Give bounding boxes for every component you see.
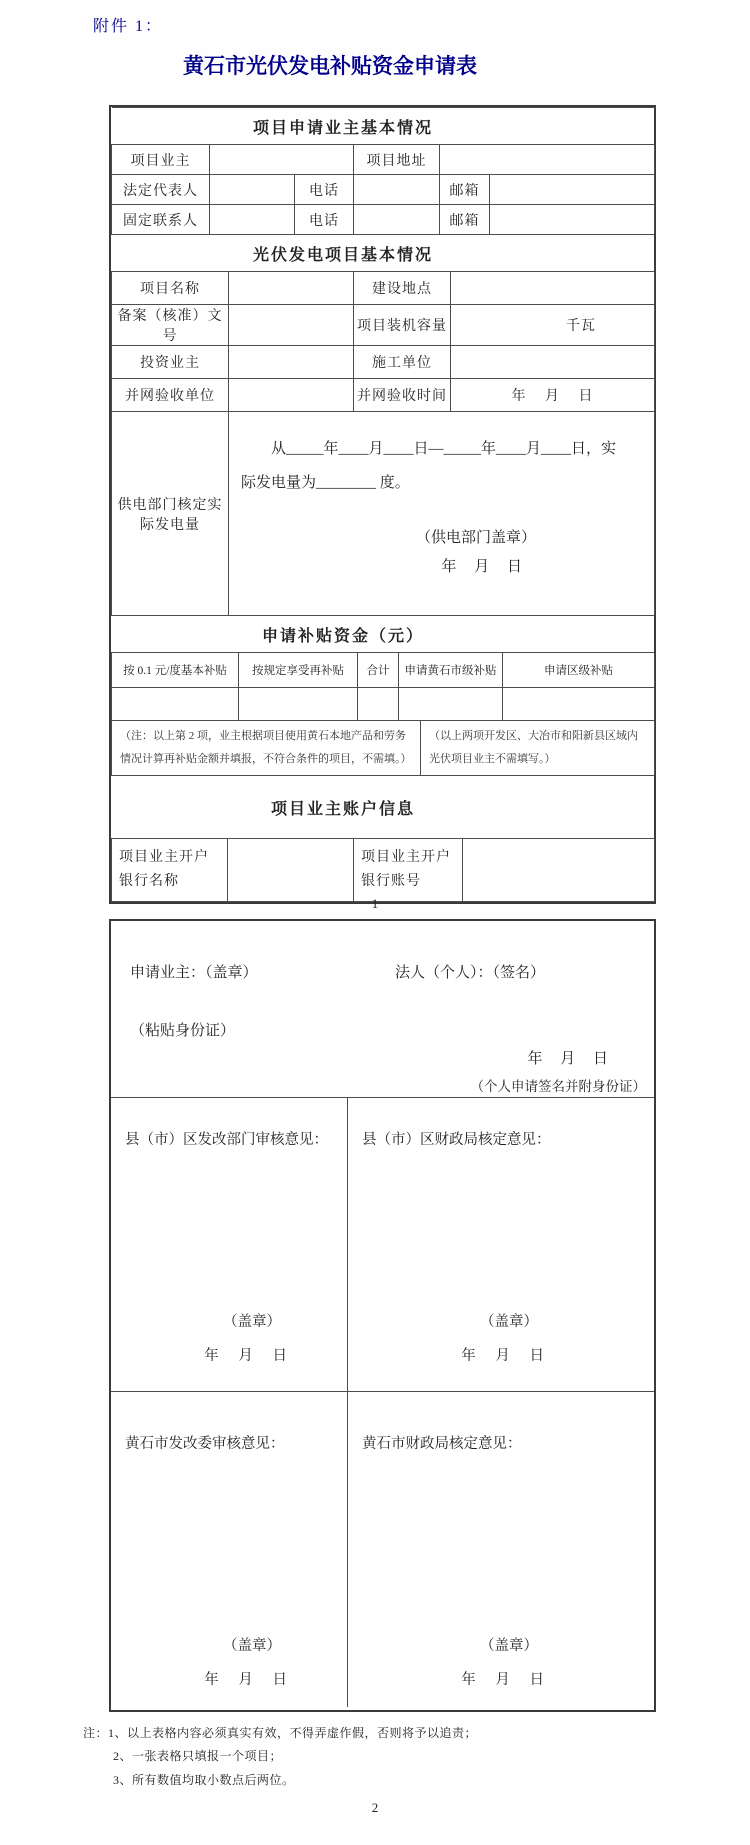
form-title: 黄石市光伏发电补贴资金申请表	[183, 54, 477, 78]
field-project-name	[229, 272, 354, 305]
label-verified-generation: 供电部门核定实际发电量	[112, 412, 229, 616]
field-city-level-subsidy	[399, 688, 503, 721]
city-drc-date-line: 年 月 日	[204, 1672, 287, 1688]
label-installed-capacity: 项目装机容量	[354, 305, 451, 346]
field-phone-2	[354, 205, 440, 235]
field-construction-site	[451, 272, 655, 305]
county-finance-opinion-label: 县（市）区财政局核定意见：	[362, 1132, 551, 1148]
col-district-level-subsidy: 申请区级补贴	[503, 653, 655, 688]
label-legal-rep: 法定代表人	[112, 175, 210, 205]
city-drc-opinion-cell	[111, 1392, 348, 1707]
page-number-1: 1	[371, 896, 379, 911]
verified-generation-cell	[229, 412, 655, 616]
county-drc-seal-note: （盖章）	[223, 1314, 281, 1330]
power-dept-seal-note: （供电部门盖章）	[416, 530, 537, 546]
project-section	[111, 234, 655, 616]
col-additional-subsidy: 按规定享受再补贴	[239, 653, 358, 688]
label-bank-name: 项目业主开户银行名称	[112, 839, 228, 902]
footnotes	[83, 1722, 683, 1792]
label-project-name: 项目名称	[112, 272, 229, 305]
label-construction-unit: 施工单位	[354, 346, 451, 379]
field-fixed-contact	[210, 205, 295, 235]
field-email-1	[490, 175, 655, 205]
footnote-item-3: 3、所有数值均取小数点后两位。	[113, 1772, 295, 1787]
footnote-line-1	[83, 1722, 683, 1745]
owner-section	[111, 107, 655, 235]
field-additional-subsidy	[239, 688, 358, 721]
field-total	[358, 688, 399, 721]
power-dept-date-line: 年 月 日	[441, 559, 523, 575]
signature-date-line: 年 月 日	[527, 1051, 608, 1067]
field-construction-unit	[451, 346, 655, 379]
label-project-owner: 项目业主	[112, 145, 210, 175]
label-grid-acceptance-unit: 并网验收单位	[112, 379, 229, 412]
county-drc-date-line: 年 月 日	[204, 1348, 287, 1364]
county-finance-seal-note: （盖章）	[480, 1314, 538, 1330]
field-basic-subsidy	[112, 688, 239, 721]
label-investment-owner: 投资业主	[112, 346, 229, 379]
field-grid-acceptance-date: 年 月 日	[451, 379, 655, 412]
individual-sign-note: （个人申请签名并附身份证）	[470, 1079, 646, 1094]
attachment-label: 附件 1：	[93, 18, 164, 35]
account-section	[111, 775, 655, 902]
col-total: 合计	[358, 653, 399, 688]
city-drc-opinion-label: 黄石市发改委审核意见：	[125, 1436, 285, 1452]
label-project-address: 项目地址	[354, 145, 440, 175]
section-header-owner: 项目申请业主基本情况	[112, 108, 655, 145]
section-header-account: 项目业主账户信息	[112, 776, 655, 839]
field-grid-acceptance-unit	[229, 379, 354, 412]
label-construction-site: 建设地点	[354, 272, 451, 305]
label-email-2: 邮箱	[440, 205, 490, 235]
label-phone-2: 电话	[295, 205, 354, 235]
label-phone-1: 电话	[295, 175, 354, 205]
city-finance-date-line: 年 月 日	[461, 1672, 544, 1688]
county-finance-opinion-cell	[348, 1098, 654, 1391]
page-number-2: 2	[371, 1800, 379, 1815]
field-bank-name	[228, 839, 354, 902]
col-basic-subsidy: 按 0.1 元/度基本补贴	[112, 653, 239, 688]
label-email-1: 邮箱	[440, 175, 490, 205]
city-finance-seal-note: （盖章）	[480, 1638, 538, 1654]
col-city-level-subsidy: 申请黄石市级补贴	[399, 653, 503, 688]
city-opinions-row	[111, 1392, 654, 1707]
county-drc-opinion-cell	[111, 1098, 348, 1391]
footnote-prefix: 注：	[83, 1726, 109, 1740]
field-phone-1	[354, 175, 440, 205]
city-finance-opinion-label: 黄石市财政局核定意见：	[362, 1436, 522, 1452]
subsidy-notes-row	[111, 720, 655, 776]
county-opinions-row	[111, 1098, 654, 1392]
field-bank-account	[463, 839, 655, 902]
application-form-table	[109, 105, 656, 904]
county-drc-opinion-label: 县（市）区发改部门审核意见：	[125, 1132, 328, 1148]
label-grid-acceptance-time: 并网验收时间	[354, 379, 451, 412]
generation-period-line2: 际发电量为________ 度。	[241, 475, 410, 491]
generation-period-line1: 从_____年____月____日—_____年____月____日，实	[271, 441, 617, 457]
label-fixed-contact: 固定联系人	[112, 205, 210, 235]
paste-id-note: （粘贴身份证）	[130, 1023, 236, 1039]
field-legal-rep	[210, 175, 295, 205]
subsidy-section	[111, 615, 655, 721]
field-installed-capacity-kw: 千瓦	[451, 305, 655, 346]
section-header-project: 光伏发电项目基本情况	[112, 235, 655, 272]
applicant-seal-label: 申请业主：（盖章）	[130, 965, 258, 981]
field-project-address	[440, 145, 655, 175]
section-header-subsidy: 申请补贴资金（元）	[112, 616, 655, 653]
label-filing-number: 备案（核准）文号	[112, 305, 229, 346]
field-filing-number	[229, 305, 354, 346]
field-investment-owner	[229, 346, 354, 379]
note-right: （以上两项开发区、大冶市和阳新县区域内光伏项目业主不需填写。）	[421, 721, 655, 776]
field-email-2	[490, 205, 655, 235]
signature-section	[111, 921, 654, 1098]
city-finance-opinion-cell	[348, 1392, 654, 1707]
county-finance-date-line: 年 月 日	[461, 1348, 544, 1364]
label-bank-account: 项目业主开户银行账号	[354, 839, 463, 902]
field-district-level-subsidy	[503, 688, 655, 721]
footnote-item-2: 2、一张表格只填报一个项目；	[113, 1749, 283, 1764]
approval-table	[109, 919, 656, 1712]
city-drc-seal-note: （盖章）	[223, 1638, 281, 1654]
field-project-owner	[210, 145, 354, 175]
footnote-item-1: 1、以上表格内容必须真实有效，不得弄虚作假，否则将予以追责；	[108, 1726, 478, 1740]
legal-person-sign-label: 法人（个人）：（签名）	[395, 965, 546, 981]
note-left: （注：以上第 2 项，业主根据项目使用黄石本地产品和劳务情况计算再补贴金额并填报，不符合条件的项目，不需填。）	[112, 721, 421, 776]
